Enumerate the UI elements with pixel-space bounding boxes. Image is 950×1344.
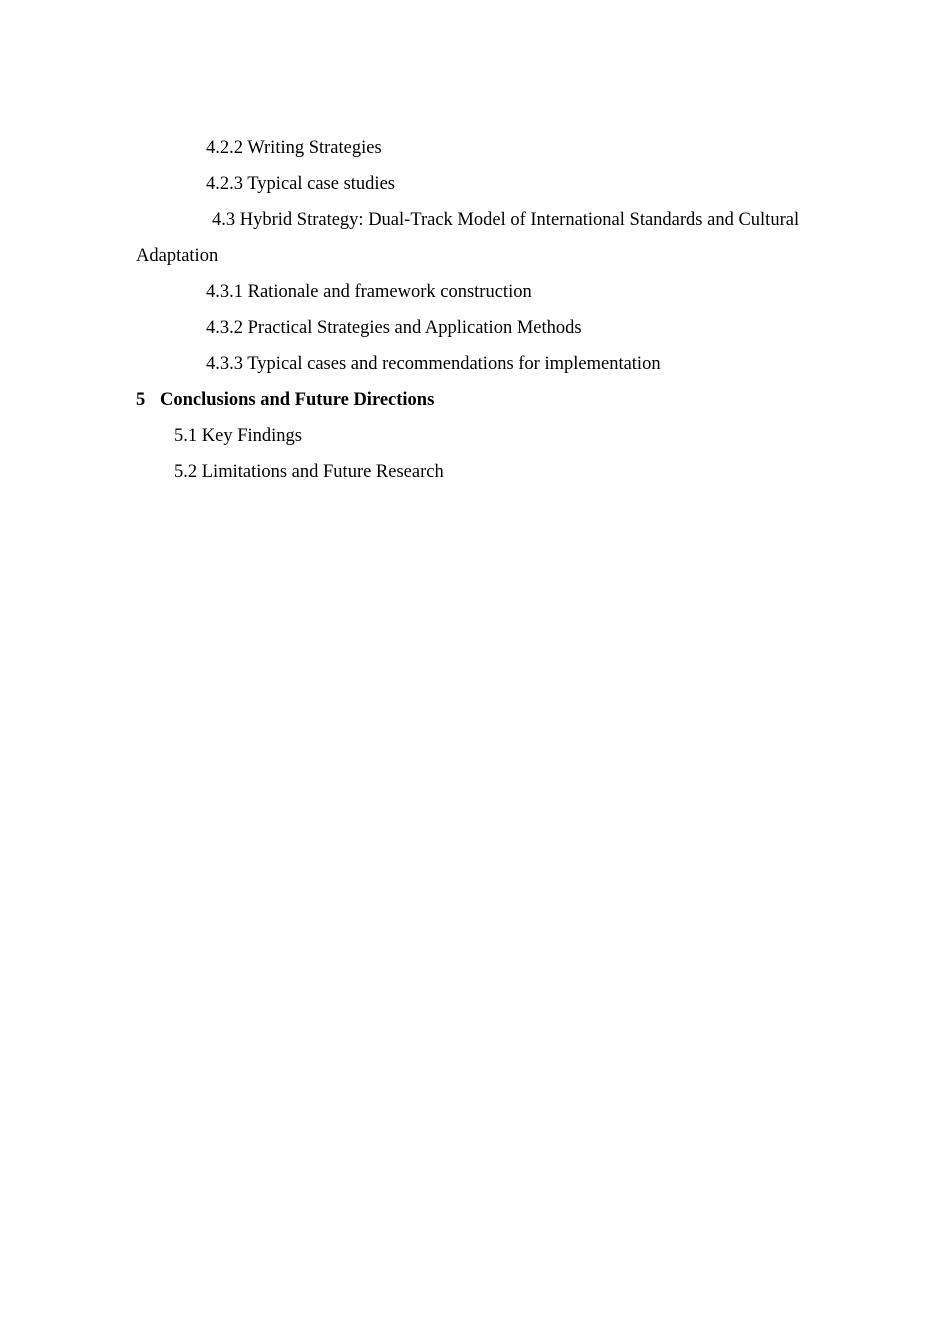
toc-title: Practical Strategies and Application Methods: [247, 318, 582, 338]
toc-entry-4-3-1[interactable]: [136, 274, 816, 310]
toc-entry-4-3-3[interactable]: [136, 346, 816, 382]
toc-entry-4-3-2[interactable]: [136, 310, 816, 346]
toc-entry-5-1[interactable]: [136, 418, 816, 454]
toc-number: 4.3.3: [206, 354, 243, 374]
toc-title: Writing Strategies: [247, 138, 382, 158]
toc-number: 4.3: [212, 210, 236, 230]
toc-number: 5: [136, 390, 146, 410]
toc-number: 4.3.2: [206, 318, 243, 338]
toc-number: 5.1: [174, 426, 198, 446]
toc-entry-4-3[interactable]: [136, 202, 816, 274]
toc-title: Conclusions and Future Directions: [160, 390, 435, 410]
toc-title: Typical cases and recommendations for implementation: [247, 354, 661, 374]
toc-title: Key Findings: [201, 426, 302, 446]
toc-number: 4.2.2: [206, 138, 243, 158]
toc-title: Typical case studies: [247, 174, 395, 194]
toc-entry-4-2-2[interactable]: [136, 130, 816, 166]
toc-number: 4.3.1: [206, 282, 243, 302]
toc-title: Rationale and framework construction: [247, 282, 532, 302]
toc-number: 5.2: [174, 462, 198, 482]
toc-number: 4.2.3: [206, 174, 243, 194]
toc-title: Hybrid Strategy: Dual-Track Model of International Standards and Cultural Adaptation: [136, 210, 800, 266]
toc-entry-5[interactable]: [136, 382, 816, 418]
table-of-contents: [136, 130, 816, 490]
toc-entry-4-2-3[interactable]: [136, 166, 816, 202]
toc-entry-5-2[interactable]: [136, 454, 816, 490]
toc-title: Limitations and Future Research: [201, 462, 444, 482]
